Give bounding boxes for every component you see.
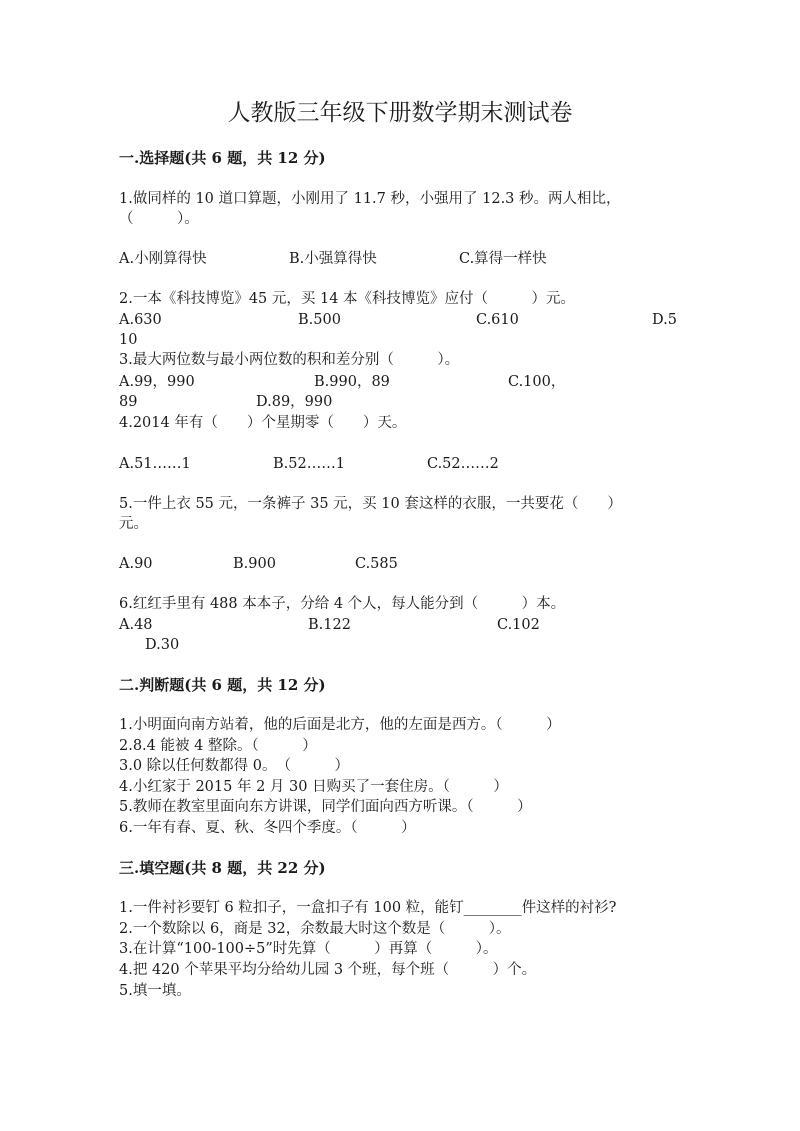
list-item: 2.8.4 能被 4 整除。（ ） [119,738,317,754]
question-text: 元。 [119,516,148,532]
option-b: B.小强算得快 [289,251,377,267]
option-b: B.900 [233,556,276,572]
option-a: A.51……1 [119,456,191,472]
list-item: 2.一个数除以 6，商是 32，余数最大时这个数是（ ）。 [119,921,511,937]
list-item: 4.小红家于 2015 年 2 月 30 日购买了一套住房。（ ） [119,779,508,795]
list-item: 3.在计算“100-100÷5”时先算（ ）再算（ ）。 [119,941,498,957]
option-d: D.5 [652,312,677,328]
option-d: D.30 [145,637,180,653]
question-text: 5.一件上衣 55 元，一条裤子 35 元，买 10 套这样的衣服，一共要花（ ） [119,496,622,512]
option-c-continued: 89 [119,394,138,410]
option-c: C.52……2 [427,456,499,472]
option-b: B.990，89 [314,374,390,390]
list-item: 3.0 除以任何数都得 0。 （ ） [119,758,350,774]
option-c: C.610 [476,312,519,328]
question-text: 3.最大两位数与最小两位数的积和差分别（ ）。 [119,352,460,368]
option-a: A.48 [119,617,153,633]
option-a: A.90 [119,556,153,572]
option-b: B.500 [298,312,341,328]
section-heading-fill: 三.填空题(共 8 题，共 22 分) [119,859,326,877]
list-item: 5.教师在教室里面向东方讲课，同学们面向西方听课。（ ） [119,799,532,815]
list-item: 6.一年有春、夏、秋、冬四个季度。（ ） [119,820,416,836]
list-item: 1.一件衬衫要钉 6 粒扣子，一盒扣子有 100 粒，能钉________件这样的衬衫? [119,900,617,916]
option-a: A.小刚算得快 [119,251,207,267]
question-text: 2.一本《科技博览》45 元，买 14 本《科技博览》应付（ ）元。 [119,291,576,307]
list-item: 1.小明面向南方站着，他的后面是北方，他的左面是西方。（ ） [119,717,561,733]
option-b: B.52……1 [273,456,345,472]
question-text: 1.做同样的 10 道口算题，小刚用了 11.7 秒，小强用了 12.3 秒。两人相比， [119,191,621,207]
section-heading-judge: 二.判断题(共 6 题，共 12 分) [119,676,326,694]
list-item: 5.填一填。 [119,983,191,999]
option-c: C.算得一样快 [459,251,547,267]
section-heading-choice: 一.选择题(共 6 题，共 12 分) [119,149,326,167]
list-item: 4.把 420 个苹果平均分给幼儿园 3 个班，每个班（ ）个。 [119,962,537,978]
page-title: 人教版三年级下册数学期末测试卷 [227,100,573,126]
option-d-continued: 10 [119,332,138,348]
question-text: 6.红红手里有 488 本本子，分给 4 个人，每人能分到（ ）本。 [119,596,566,612]
option-c: C.102 [497,617,540,633]
option-a: A.630 [119,312,162,328]
question-text: （ ）。 [119,211,199,227]
option-b: B.122 [308,617,351,633]
option-c: C.100， [508,374,566,390]
option-d: D.89，990 [256,394,333,410]
question-text: 4.2014 年有（ ）个星期零（ ）天。 [119,415,407,431]
option-a: A.99，990 [119,374,195,390]
option-c: C.585 [355,556,398,572]
